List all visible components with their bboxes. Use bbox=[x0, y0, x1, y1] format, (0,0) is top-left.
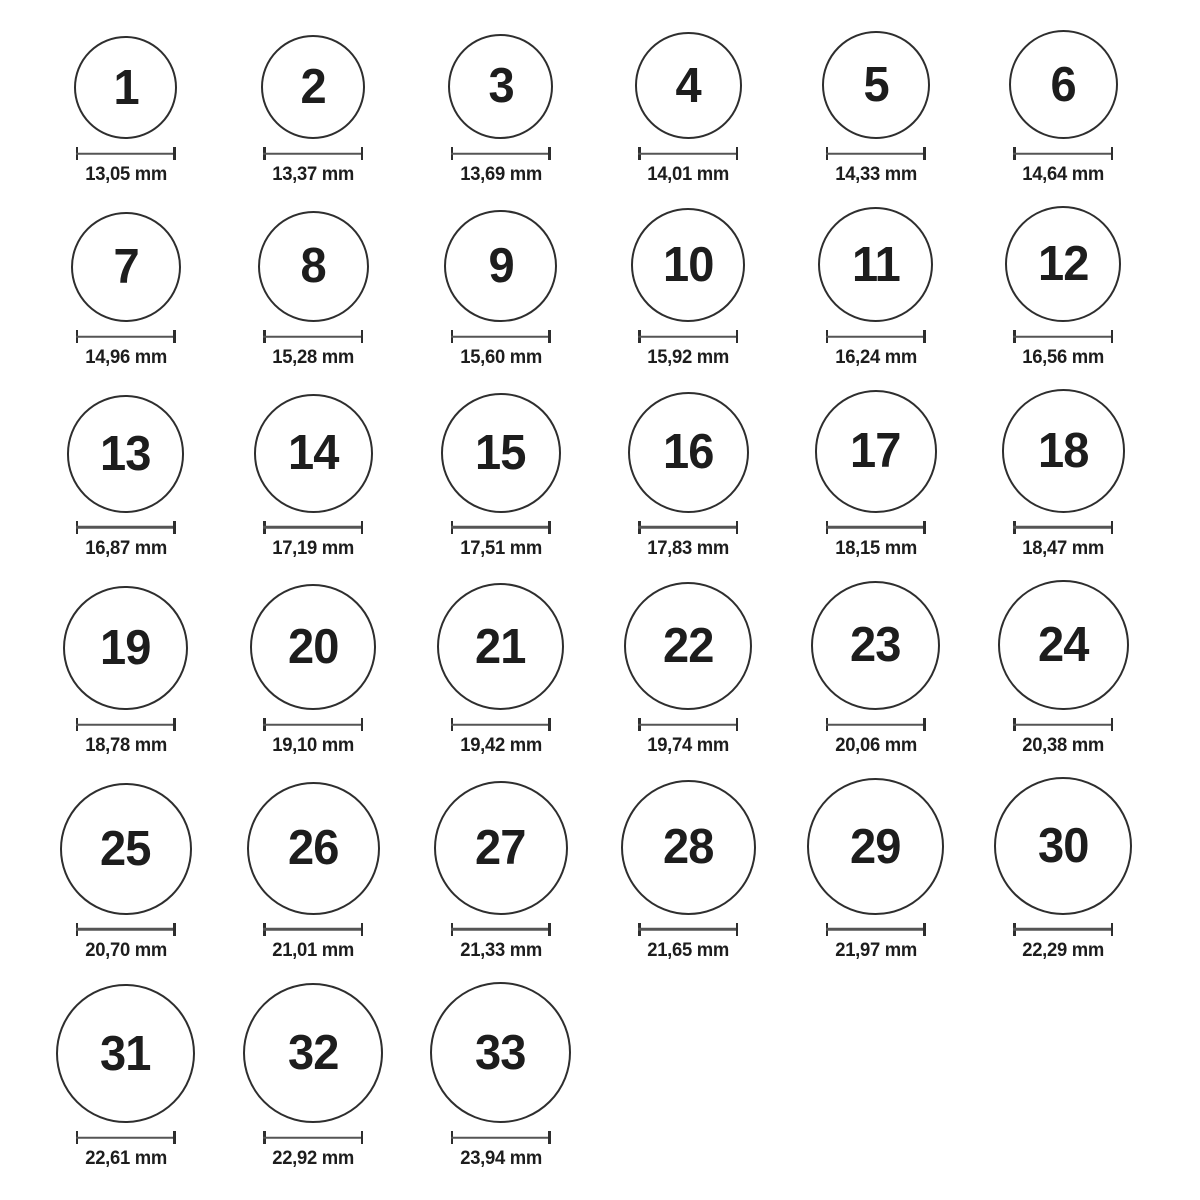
size-item bbox=[407, 210, 595, 370]
diameter-measure-line bbox=[451, 718, 551, 731]
size-circle bbox=[74, 36, 177, 139]
measure-bar bbox=[451, 1137, 551, 1140]
diameter-measure-line bbox=[638, 521, 738, 534]
diameter-label: 21,01 mm bbox=[272, 939, 355, 961]
size-number: 24 bbox=[1038, 617, 1089, 672]
size-circle bbox=[994, 777, 1132, 915]
size-item bbox=[407, 982, 595, 1170]
diameter-label: 18,47 mm bbox=[1022, 537, 1105, 559]
diameter-label: 13,37 mm bbox=[272, 164, 355, 185]
size-number: 16 bbox=[663, 425, 714, 480]
diameter-measure-line bbox=[638, 718, 738, 731]
size-item bbox=[220, 983, 408, 1170]
size-circle bbox=[444, 210, 557, 323]
size-number: 4 bbox=[675, 58, 701, 113]
diameter-label: 16,56 mm bbox=[1022, 347, 1105, 369]
diameter-label: 20,38 mm bbox=[1022, 735, 1105, 757]
diameter-measure-line bbox=[638, 330, 738, 343]
size-number: 18 bbox=[1038, 423, 1089, 478]
size-item bbox=[407, 583, 595, 757]
size-number: 7 bbox=[113, 240, 139, 295]
size-item bbox=[407, 781, 595, 962]
size-circle bbox=[261, 35, 365, 139]
size-circle bbox=[60, 783, 192, 915]
diameter-measure-line bbox=[263, 923, 363, 936]
size-circle bbox=[818, 207, 933, 322]
size-item bbox=[782, 207, 970, 369]
size-circle bbox=[628, 392, 749, 513]
measure-bar bbox=[826, 928, 926, 931]
size-number: 11 bbox=[851, 237, 900, 292]
size-number: 17 bbox=[850, 424, 901, 479]
size-item bbox=[32, 586, 220, 758]
diameter-measure-line bbox=[826, 718, 926, 731]
diameter-measure-line bbox=[263, 330, 363, 343]
size-item bbox=[407, 393, 595, 560]
size-circle bbox=[56, 984, 195, 1123]
diameter-label: 14,33 mm bbox=[834, 164, 917, 185]
size-item bbox=[595, 208, 783, 369]
diameter-measure-line bbox=[263, 521, 363, 534]
measure-bar bbox=[638, 526, 738, 529]
size-number: 2 bbox=[300, 59, 326, 114]
size-circle bbox=[63, 586, 188, 711]
diameter-measure-line bbox=[76, 330, 176, 343]
measure-bar bbox=[76, 335, 176, 338]
measure-bar bbox=[826, 526, 926, 529]
diameter-label: 15,28 mm bbox=[272, 347, 355, 369]
diameter-label: 23,94 mm bbox=[459, 1148, 542, 1170]
size-number: 1 bbox=[113, 60, 139, 115]
measure-bar bbox=[826, 723, 926, 726]
size-number: 12 bbox=[1038, 237, 1089, 292]
diameter-measure-line bbox=[451, 923, 551, 936]
size-number: 13 bbox=[100, 426, 151, 481]
size-number: 5 bbox=[863, 58, 889, 113]
diameter-measure-line bbox=[263, 1131, 363, 1144]
diameter-measure-line bbox=[76, 923, 176, 936]
size-item bbox=[220, 782, 408, 962]
size-number: 15 bbox=[475, 425, 526, 480]
size-number: 8 bbox=[300, 239, 326, 294]
size-item bbox=[32, 395, 220, 559]
size-number: 29 bbox=[850, 819, 901, 874]
size-item bbox=[32, 984, 220, 1170]
measure-bar bbox=[451, 723, 551, 726]
size-circle bbox=[243, 983, 383, 1123]
size-item bbox=[970, 206, 1158, 369]
measure-bar bbox=[263, 526, 363, 529]
size-item bbox=[782, 581, 970, 757]
size-item bbox=[32, 212, 220, 369]
size-number: 32 bbox=[288, 1026, 339, 1081]
size-item bbox=[782, 390, 970, 559]
diameter-measure-line bbox=[263, 147, 363, 160]
size-item bbox=[595, 392, 783, 560]
diameter-measure-line bbox=[826, 923, 926, 936]
size-number: 19 bbox=[100, 620, 151, 675]
size-circle bbox=[254, 394, 373, 513]
size-circle bbox=[621, 780, 756, 915]
size-circle bbox=[631, 208, 745, 322]
size-item bbox=[220, 584, 408, 757]
measure-bar bbox=[76, 152, 176, 155]
diameter-label: 16,87 mm bbox=[84, 537, 167, 559]
diameter-measure-line bbox=[826, 521, 926, 534]
measure-bar bbox=[76, 526, 176, 529]
measure-bar bbox=[263, 928, 363, 931]
size-circle bbox=[258, 211, 369, 322]
diameter-label: 21,97 mm bbox=[834, 939, 917, 961]
size-circle bbox=[437, 583, 564, 710]
diameter-measure-line bbox=[451, 521, 551, 534]
size-number: 27 bbox=[475, 820, 526, 875]
diameter-measure-line bbox=[451, 1131, 551, 1144]
measure-bar bbox=[76, 1137, 176, 1140]
size-item bbox=[595, 32, 783, 186]
measure-bar bbox=[638, 152, 738, 155]
size-item bbox=[970, 777, 1158, 962]
diameter-measure-line bbox=[1013, 330, 1113, 343]
size-number: 20 bbox=[288, 620, 339, 675]
measure-bar bbox=[263, 1137, 363, 1140]
size-item bbox=[970, 30, 1158, 186]
measure-bar bbox=[263, 335, 363, 338]
size-circle bbox=[1009, 30, 1118, 139]
measure-bar bbox=[1013, 928, 1113, 931]
measure-bar bbox=[451, 928, 551, 931]
size-circle bbox=[822, 31, 930, 139]
size-circle bbox=[811, 581, 940, 710]
size-circle bbox=[635, 32, 742, 139]
diameter-measure-line bbox=[1013, 521, 1113, 534]
measure-bar bbox=[826, 335, 926, 338]
diameter-label: 21,65 mm bbox=[647, 939, 730, 961]
measure-bar bbox=[76, 723, 176, 726]
diameter-measure-line bbox=[76, 718, 176, 731]
diameter-label: 14,96 mm bbox=[84, 347, 167, 369]
size-number: 3 bbox=[488, 59, 514, 114]
size-number: 25 bbox=[100, 822, 151, 877]
measure-bar bbox=[638, 335, 738, 338]
diameter-label: 20,06 mm bbox=[834, 735, 917, 757]
measure-bar bbox=[1013, 335, 1113, 338]
diameter-label: 17,83 mm bbox=[647, 537, 730, 559]
diameter-label: 14,01 mm bbox=[647, 164, 730, 185]
diameter-label: 19,10 mm bbox=[272, 735, 355, 757]
measure-bar bbox=[451, 526, 551, 529]
measure-bar bbox=[1013, 152, 1113, 155]
size-circle bbox=[448, 34, 553, 139]
measure-bar bbox=[826, 152, 926, 155]
measure-bar bbox=[638, 928, 738, 931]
size-circle bbox=[807, 778, 944, 915]
diameter-measure-line bbox=[263, 718, 363, 731]
diameter-label: 14,64 mm bbox=[1022, 164, 1105, 185]
size-item bbox=[970, 389, 1158, 559]
size-circle bbox=[250, 584, 376, 710]
measure-bar bbox=[263, 723, 363, 726]
size-item bbox=[595, 780, 783, 962]
diameter-label: 20,70 mm bbox=[84, 939, 167, 961]
size-number: 22 bbox=[663, 619, 714, 674]
size-circle bbox=[67, 395, 184, 512]
size-item bbox=[595, 582, 783, 757]
measure-bar bbox=[451, 152, 551, 155]
size-item bbox=[220, 35, 408, 186]
size-circle bbox=[815, 390, 937, 512]
diameter-label: 19,42 mm bbox=[459, 735, 542, 757]
size-number: 33 bbox=[475, 1025, 526, 1080]
size-item bbox=[782, 778, 970, 962]
size-circle bbox=[71, 212, 181, 322]
diameter-measure-line bbox=[76, 521, 176, 534]
size-circle bbox=[998, 580, 1129, 711]
diameter-label: 19,74 mm bbox=[647, 735, 730, 757]
size-number: 6 bbox=[1050, 57, 1076, 112]
diameter-label: 16,24 mm bbox=[834, 347, 917, 369]
diameter-label: 15,60 mm bbox=[459, 347, 542, 369]
size-item bbox=[220, 394, 408, 560]
diameter-measure-line bbox=[76, 147, 176, 160]
size-item bbox=[407, 34, 595, 186]
diameter-measure-line bbox=[451, 330, 551, 343]
size-number: 9 bbox=[488, 238, 514, 293]
diameter-label: 17,19 mm bbox=[272, 537, 355, 559]
size-number: 10 bbox=[663, 238, 714, 293]
diameter-measure-line bbox=[638, 923, 738, 936]
measure-bar bbox=[263, 152, 363, 155]
size-circle bbox=[434, 781, 568, 915]
diameter-label: 22,29 mm bbox=[1022, 939, 1105, 961]
size-circle bbox=[1002, 389, 1125, 512]
measure-bar bbox=[638, 723, 738, 726]
diameter-measure-line bbox=[1013, 147, 1113, 160]
size-number: 31 bbox=[100, 1026, 151, 1081]
diameter-label: 22,92 mm bbox=[272, 1148, 355, 1170]
diameter-label: 17,51 mm bbox=[459, 537, 542, 559]
size-item bbox=[782, 31, 970, 186]
measure-bar bbox=[76, 928, 176, 931]
size-circle bbox=[247, 782, 380, 915]
measure-bar bbox=[451, 335, 551, 338]
diameter-label: 21,33 mm bbox=[459, 939, 542, 961]
size-circle bbox=[1005, 206, 1121, 322]
size-item bbox=[32, 783, 220, 962]
size-item bbox=[32, 36, 220, 186]
diameter-measure-line bbox=[826, 147, 926, 160]
size-number: 21 bbox=[475, 619, 526, 674]
size-number: 23 bbox=[850, 618, 901, 673]
diameter-measure-line bbox=[451, 147, 551, 160]
diameter-label: 22,61 mm bbox=[84, 1148, 167, 1170]
size-number: 26 bbox=[288, 821, 339, 876]
diameter-measure-line bbox=[826, 330, 926, 343]
size-number: 30 bbox=[1038, 819, 1089, 874]
size-item bbox=[220, 211, 408, 369]
size-circle bbox=[624, 582, 752, 710]
diameter-label: 18,15 mm bbox=[834, 537, 917, 559]
diameter-measure-line bbox=[638, 147, 738, 160]
diameter-label: 13,69 mm bbox=[459, 164, 542, 185]
diameter-label: 15,92 mm bbox=[647, 347, 730, 369]
size-item bbox=[970, 580, 1158, 758]
size-number: 28 bbox=[663, 820, 714, 875]
measure-bar bbox=[1013, 723, 1113, 726]
diameter-measure-line bbox=[76, 1131, 176, 1144]
measure-bar bbox=[1013, 526, 1113, 529]
diameter-measure-line bbox=[1013, 718, 1113, 731]
diameter-measure-line bbox=[1013, 923, 1113, 936]
size-circle bbox=[430, 982, 571, 1123]
diameter-label: 18,78 mm bbox=[84, 735, 167, 757]
size-circle bbox=[441, 393, 561, 513]
diameter-label: 13,05 mm bbox=[84, 164, 167, 185]
size-number: 14 bbox=[288, 426, 339, 481]
